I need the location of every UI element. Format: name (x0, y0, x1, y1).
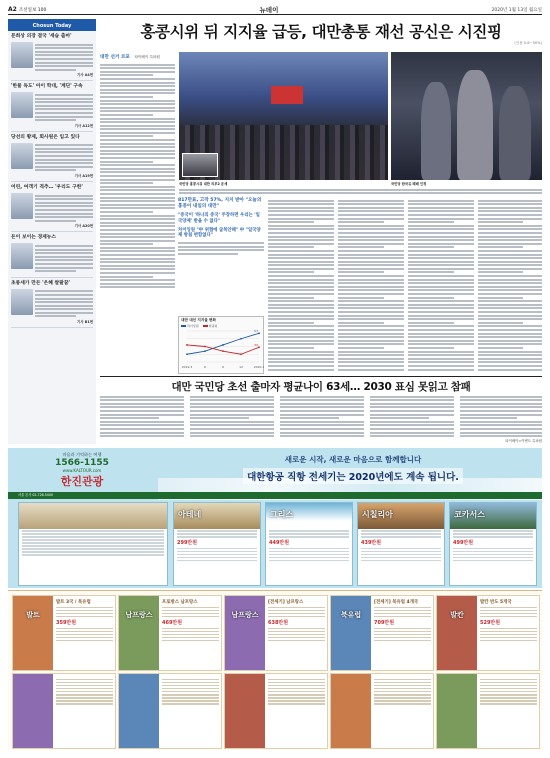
listing-tile-head: [전세기] 북유럽 4개국 (374, 600, 419, 605)
tour-tile-price: 299만원 (177, 540, 198, 547)
hanjin-travel-ad[interactable] (8, 448, 542, 588)
today-item-byline: 기사 A19면 (74, 174, 93, 179)
data-point (258, 346, 260, 348)
data-point (258, 332, 260, 334)
listing-tile-price: 709만원 (374, 619, 395, 626)
data-point (240, 338, 242, 340)
data-point (204, 346, 206, 348)
x-tick-label: 6 (204, 365, 206, 369)
listing-tile-name: 북유럽 (340, 611, 362, 619)
today-item-thumbnail (11, 42, 33, 68)
article-2-column-3 (280, 394, 364, 444)
listing-tile[interactable] (12, 595, 116, 671)
ad-url[interactable]: www.KALTOUR.com (62, 468, 102, 473)
chosun-today-title: Chosun Today (8, 21, 96, 31)
tour-tile[interactable] (265, 502, 353, 586)
data-point (186, 353, 188, 355)
today-item-byline: 기사 A12면 (74, 123, 93, 128)
today-item-byline: 기사 B1면 (77, 320, 93, 325)
tour-tile[interactable] (357, 502, 445, 586)
listing-tile-name: 발칸 (450, 611, 464, 619)
listing-tile-image (331, 674, 371, 748)
today-item[interactable] (11, 281, 93, 328)
candidate-photo (391, 52, 542, 180)
data-label: 39 (254, 342, 258, 347)
inset-photo (182, 153, 218, 177)
page-number: A2 (8, 6, 17, 13)
article-2-column-4 (370, 394, 454, 444)
today-item-byline: 기사 A4면 (77, 73, 93, 78)
article-2-column-2 (190, 394, 274, 444)
ad-slogan: 마음과 기억하는 여행 (62, 452, 102, 457)
data-label: 57 (254, 328, 258, 333)
photo-caption-right: 국민당 한국유 패배 인정 (391, 182, 427, 186)
section-name: 뉴데이 (259, 6, 279, 14)
caption-text (179, 188, 542, 195)
article-2-column-1 (100, 394, 184, 444)
listing-tile[interactable] (118, 595, 222, 671)
tour-tile-price: 439만원 (361, 540, 382, 547)
tour-tile-name: 시칠리아 (362, 510, 393, 519)
chosun-today-column (8, 19, 96, 444)
article-column-2 (178, 198, 264, 313)
data-point (222, 350, 224, 352)
listing-tile-price: 469만원 (162, 619, 183, 626)
today-item[interactable] (11, 185, 93, 232)
tour-tile-name: 코카서스 (454, 510, 485, 519)
listing-tile-image (13, 674, 53, 748)
x-tick-label: 12 (239, 365, 243, 369)
article-column-3 (268, 198, 334, 372)
photo-caption-left: 국민당 홍콩시위 대만 의무2 운세 (179, 182, 228, 186)
byline-2: 타이베이=이벤트 특파원 (505, 439, 542, 443)
tour-tile-price: 449만원 (269, 540, 290, 547)
tour-tile-large[interactable] (18, 502, 168, 586)
listing-tile-image (331, 596, 371, 670)
listing-tile-name: 발트 (26, 611, 40, 619)
listing-tile[interactable] (224, 595, 328, 671)
article-column-6 (478, 198, 542, 372)
article-column-4 (338, 198, 404, 372)
listing-tile-image (225, 674, 265, 748)
ad-logo (18, 452, 146, 492)
listing-tile[interactable] (330, 595, 434, 671)
ad-copy (173, 454, 533, 484)
article-column-5 (408, 198, 474, 372)
listing-tile-image (13, 596, 53, 670)
today-item-title: 문희상 의장 결국 '세습 출마' (11, 34, 72, 39)
listing-tile-price: 529만원 (480, 619, 501, 626)
today-item-thumbnail (11, 143, 33, 169)
flag-shape (271, 86, 303, 104)
ad-copy-b: 대한항공 직항 전세기는 2020년에도 계속 됩니다. (243, 468, 463, 484)
today-item-byline: 기사 A20면 (74, 224, 93, 229)
kicker: 대만 선거 르포 타이베이 특파원 (100, 55, 160, 60)
article-2-column-5 (460, 394, 542, 444)
listing-tile-name: 남프랑스 (125, 611, 153, 619)
today-item-title: 초롱세가 만든 '은혜 쌀팔꿈' (11, 280, 70, 286)
data-point (186, 344, 188, 346)
listing-tile[interactable] (118, 673, 222, 749)
listing-tile-price: 638만원 (268, 619, 289, 626)
chart-title: 대만 대선 지지율 변화 (181, 318, 216, 322)
tour-tile-image (19, 503, 167, 529)
listing-tile-head: 발칸 반도 5개국 (480, 600, 512, 605)
tour-tile[interactable] (173, 502, 261, 586)
listing-tile-price: 359만원 (56, 619, 77, 626)
tour-tile-name: 아테네 (178, 510, 202, 519)
paper-name: 조선일보 100 (18, 8, 47, 13)
ad-phone[interactable]: 1566-1155 (55, 458, 109, 468)
tour-tile-name: 그리스 (270, 510, 294, 519)
data-point (204, 350, 206, 352)
legend-item: 차이잉원 (181, 324, 199, 328)
sub-head-3: 차이잉원 "中 위협에 굴복안해" 中 "일국양제 방침 변함없다" (178, 227, 261, 239)
listing-tile[interactable] (12, 673, 116, 749)
listing-tile-name: 남프랑스 (231, 611, 259, 619)
date: 2020년 1월 13일 월요일 (491, 7, 542, 13)
rally-photo (179, 52, 388, 180)
tour-listing-ad[interactable] (8, 590, 542, 750)
sub-head-1: 817만표, 고작 57%, 지지 받아 "오늘의 홍콩이 내일의 대만" (178, 198, 262, 209)
listing-tile-image (437, 674, 477, 748)
listing-tile-image (437, 596, 477, 670)
x-tick-label: 9 (222, 365, 224, 369)
ad-copy-a: 새로운 시작, 새로운 마음으로 함께합니다 (284, 455, 422, 464)
today-item[interactable] (11, 135, 93, 182)
listing-tile-image (119, 596, 159, 670)
today-item-title: 돈이 보이는 경제뉴스 (11, 235, 57, 241)
listing-tile-head: 발트 3국 / 북유럽 (56, 600, 91, 605)
x-tick-label: 2020.1 (253, 365, 265, 369)
today-item-title: 어린, 여객기 격추… '우리도 구한' (11, 185, 83, 191)
today-item-thumbnail (11, 92, 33, 118)
main-headline[interactable]: 홍콩시위 뒤 지지율 급등, 대만총통 재선 공신은 시진핑 (140, 23, 502, 41)
listing-tile[interactable] (436, 673, 540, 749)
today-item-thumbnail (11, 289, 33, 315)
tour-tile[interactable] (449, 502, 537, 586)
listing-tile[interactable] (330, 673, 434, 749)
tour-tile-price: 499만원 (453, 540, 474, 547)
listing-tile-image (225, 596, 265, 670)
legend-item: 한궈위 (203, 324, 218, 328)
support-chart (178, 316, 264, 374)
x-tick-label: 2019.3 (181, 365, 193, 369)
listing-tile-image (119, 674, 159, 748)
listing-tile-head: 프로방스 남프랑스 (162, 600, 198, 605)
today-item[interactable] (11, 235, 93, 277)
data-point (240, 353, 242, 355)
listing-tile-head: [전세기] 남프랑스 (268, 600, 304, 605)
today-item-title: '한물 독도' 아이 학대, '계단' 구속 (11, 84, 83, 90)
today-item-thumbnail (11, 243, 33, 269)
second-headline[interactable]: 대만 국민당 초선 출마자 평균나이 63세… 2030 표심 못읽고 참패 (100, 376, 542, 394)
data-point (222, 344, 224, 346)
main-subline: (인용 0.6~50%) (514, 41, 542, 45)
today-item-title: 당선의 황제, 회사원은 입고 있다 (11, 134, 80, 140)
today-item[interactable] (11, 84, 93, 131)
today-item-thumbnail (11, 193, 33, 219)
listing-tile[interactable] (224, 673, 328, 749)
page-header (8, 5, 542, 15)
ad-contact-bar: 서울 본사 02-726-5400 (8, 492, 542, 499)
today-item[interactable] (11, 34, 93, 81)
sub-head-2: "중국이 '하나의 중국' 주장하면 우리는 '일국양제' 받을 수 없다" (178, 213, 260, 224)
listing-tile[interactable] (436, 595, 540, 671)
article-column-1 (100, 62, 175, 372)
ad-brand: 한진관광 (60, 475, 104, 488)
byline: 타이베이 특파원 (134, 55, 160, 59)
chart-plot (179, 328, 263, 370)
